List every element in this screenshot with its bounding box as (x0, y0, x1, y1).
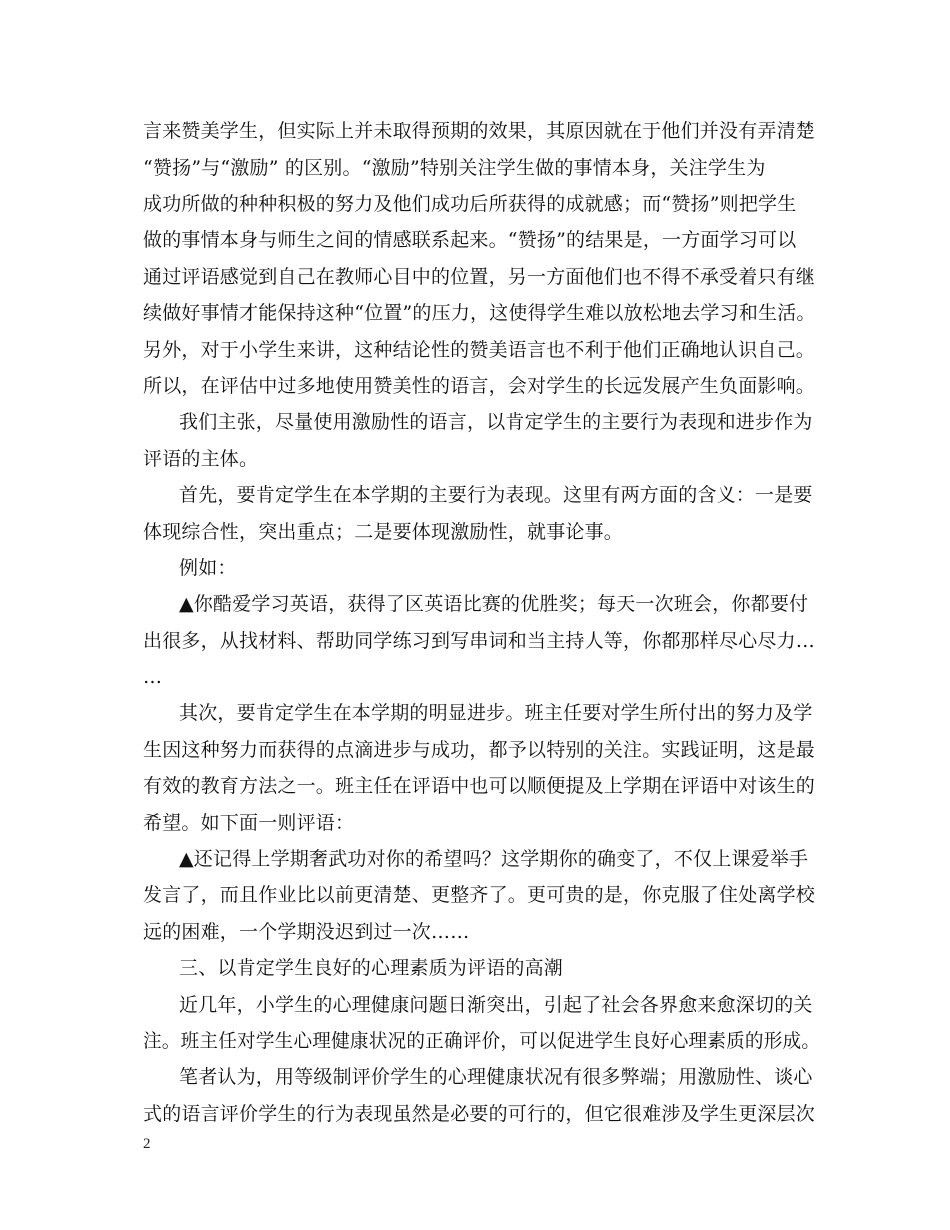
body-text-line: 做的事情本身与师生之间的情感联系起来。“赞扬”的结果是，一方面学习可以 (143, 229, 797, 251)
body-text-line: 体现综合性，突出重点；二是要体现激励性，就事论事。 (143, 521, 624, 543)
body-text-line: 其次，要肯定学生在本学期的明显进步。班主任要对学生所付出的努力及学 (179, 702, 813, 724)
body-text-line: 近几年，小学生的心理健康问题日渐突出，引起了社会各界愈来愈深切的关 (179, 994, 813, 1016)
body-text-line: 续做好事情才能保持这种“位置”的压力，这使得学生难以放松地去学习和生活。 (143, 302, 816, 324)
body-text-line: 另外，对于小学生来讲，这种结论性的赞美语言也不利于他们正确地认识自己。 (143, 339, 816, 361)
body-text-line: 注。班主任对学生心理健康状况的正确评价，可以促进学生良好心理素质的形成。 (143, 1030, 821, 1052)
body-text-line: 笔者认为，用等级制评价学生的心理健康状况有很多弊端；用激励性、谈心 (179, 1066, 813, 1088)
section-heading: 三、以肯定学生良好的心理素质为评语的高潮 (179, 957, 564, 979)
body-text-line: ▲你酷爱学习英语，获得了区英语比赛的优胜奖；每天一次班会，你都要付 (179, 593, 809, 615)
body-text-line: 发言了，而且作业比以前更清楚、更整齐了。更可贵的是，你克服了住处离学校 (143, 884, 816, 906)
body-text-line: 式的语言评价学生的行为表现虽然是必要的可行的，但它很难涉及学生更深层次 (143, 1103, 816, 1125)
body-text-line: 例如： (179, 557, 237, 579)
body-text-line: 通过评语感觉到自己在教师心目中的位置，另一方面他们也不得不承受着只有继 (143, 266, 816, 288)
body-text-line: 希望。如下面一则评语： (143, 812, 355, 834)
body-text-line: 评语的主体。 (143, 448, 259, 470)
body-text-line: 成功所做的种种积极的努力及他们成功后所获得的成就感；而“赞扬”则把学生 (143, 193, 797, 215)
body-text-line: 首先，要肯定学生在本学期的主要行为表现。这里有两方面的含义：一是要 (179, 484, 813, 506)
body-text-line: 所以，在评估中过多地使用赞美性的语言，会对学生的长远发展产生负面影响。 (143, 375, 816, 397)
page-number: 2 (143, 1136, 151, 1152)
body-text-line: 言来赞美学生，但实际上并未取得预期的效果，其原因就在于他们并没有弄清楚 (143, 120, 816, 142)
body-text-line: 我们主张，尽量使用激励性的语言，以肯定学生的主要行为表现和进步作为 (179, 411, 813, 433)
body-text-line: ▲还记得上学期奢武功对你的希望吗？这学期你的确变了，不仅上课爱举手 (179, 848, 809, 870)
body-text-line: “赞扬”与“激励” 的区别。“激励”特别关注学生做的事情本身，关注学生为 (143, 157, 766, 179)
body-text-line: 有效的教育方法之一。班主任在评语中也可以顺便提及上学期在评语中对该生的 (143, 775, 816, 797)
body-text-line: 出很多，从找材料、帮助同学练习到写串词和当主持人等，你都那样尽心尽力… (143, 630, 816, 652)
body-text-line: 生因这种努力而获得的点滴进步与成功，都予以特别的关注。实践证明，这是最 (143, 739, 816, 761)
body-text-line: … (143, 666, 163, 688)
body-text-line: 远的困难，一个学期没迟到过一次…… (143, 921, 470, 943)
